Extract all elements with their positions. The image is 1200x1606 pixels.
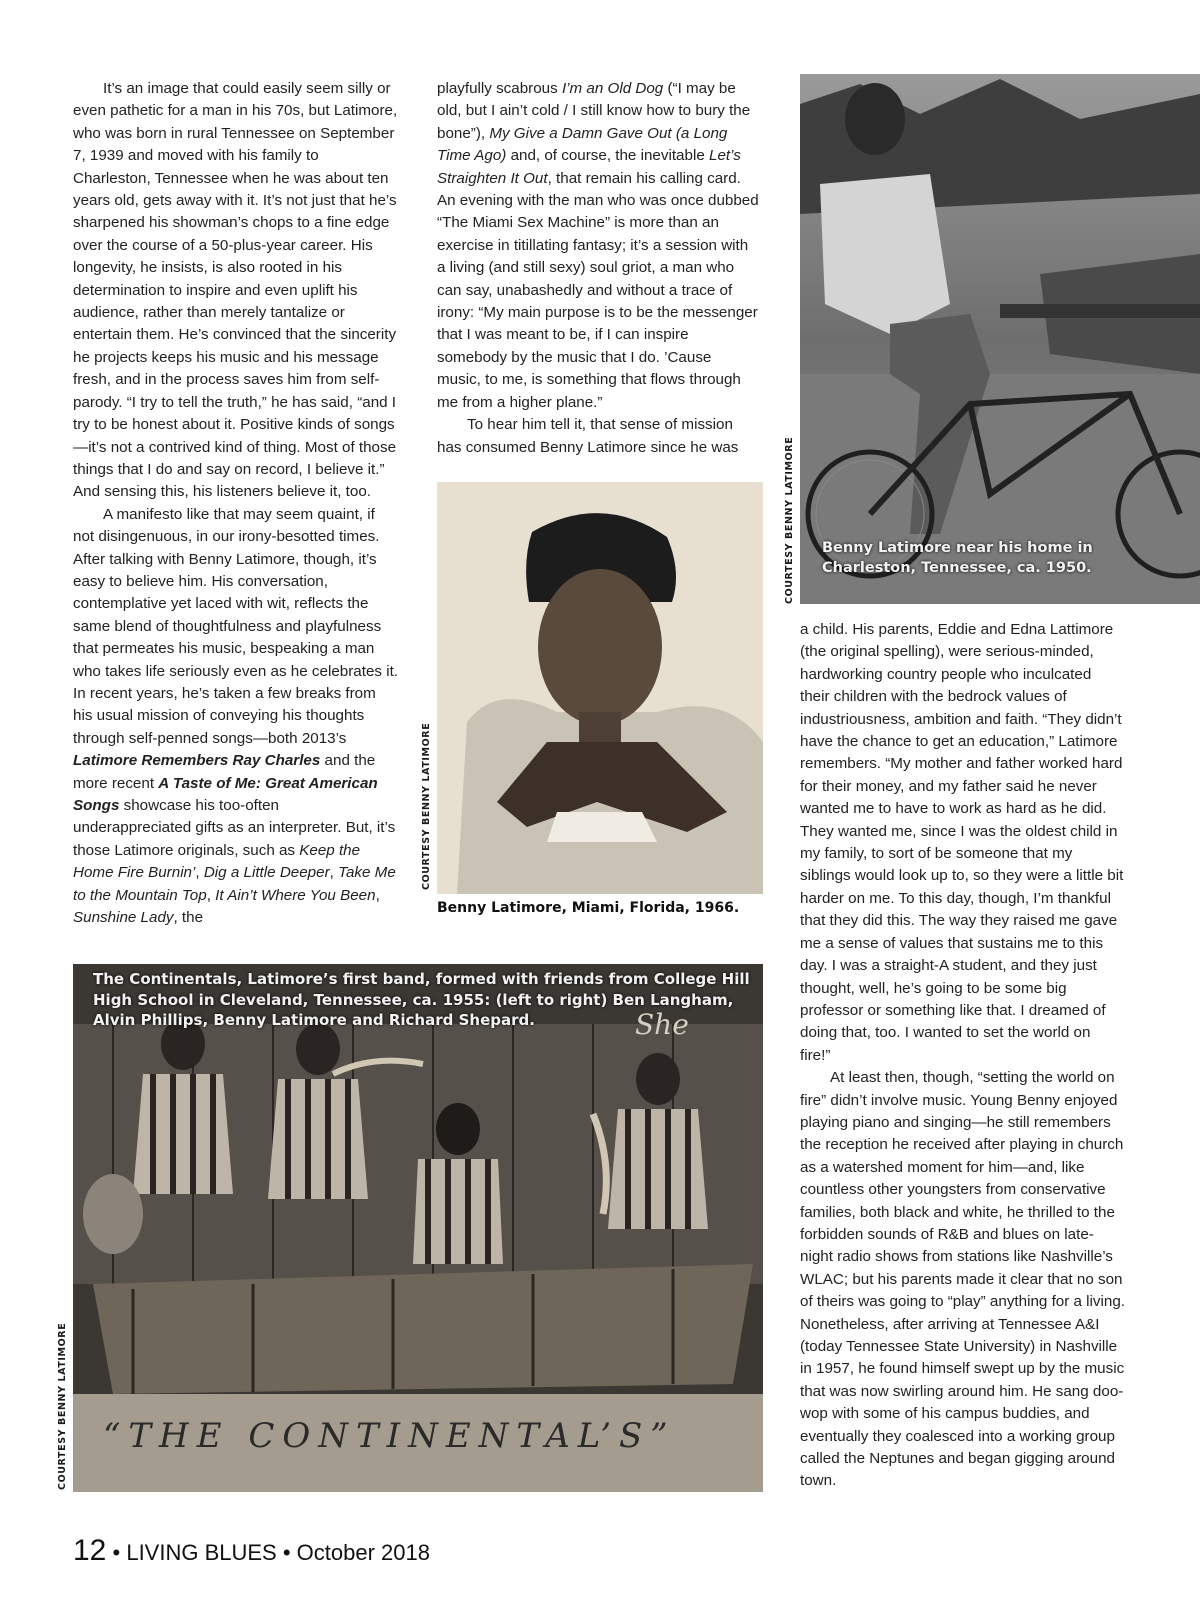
paragraph: a child. His parents, Eddie and Edna Lattimore (the original spelling), were serious-minded, hardworking country people who inculcated their children with the bedrock values of industriousness, ambition and faith. “They didn’t have the chance to get an education,” Latimore remembers. “My mother and father worked hard for their money, and my father said he never wanted me to have to work as hard as he did. They wanted me, since I was the oldest child in my family, to sort of be someone that my siblings would look up to, so they were a little bit harder on me. To this day, though, I’m thankful that they did this. The way they raised me gave me a sense of values that sustains me to this day. I was a straight-A student, and they just thought, well, he’s going to be some big professor or something like that. I dreamed of doing that, too. I wanted to set the world on fire!” [800,621,1124,1064]
song-title: Sunshine Lady [73,909,174,927]
photo-bicycle-illustration [800,74,1200,604]
issue-date: October 2018 [296,1540,430,1565]
paragraph [437,78,759,414]
album-title: A Taste of Me: Great American Songs [73,774,378,814]
song-title: It Ain’t Where You Been [215,886,376,904]
footer-bullet: • [282,1540,291,1565]
song-title: Keep the Home Fire Burnin’ [73,841,361,882]
article-column-middle [437,78,759,459]
paragraph [73,504,399,930]
text-span: , [375,886,380,904]
album-title: Latimore Remembers Ray Charles [73,752,321,770]
photo-band-caption [93,969,753,1031]
caption-line: Charleston, Tennessee, ca. 1950. [822,560,1092,576]
photo-bicycle [800,74,1200,604]
text-span: A manifesto like that may seem quaint, if not disingenuous, in our irony-besotted times. After talking with Benny Latimore, though, it’s easy to believe him. His conversation, contemplative yet laced with wit, reflects the same blend of thoughtfulness and playfulness that permeates his music, bespeaking a man who takes life seriously even as he celebrates it. In recent years, he’s taken a few breaks from his usual mission of conveying his thoughts through self-penned songs—both 2013’s [73,505,399,747]
song-title: I’m an Old Dog [561,80,664,97]
photo-bicycle-caption [822,538,1182,578]
photo-portrait-credit: COURTESY BENNY LATIMORE [421,722,432,890]
song-title: My Give a Damn Gave Out (a Long Time Ago) [437,124,728,165]
song-title: Let’s Straighten It Out [437,147,741,187]
paragraph: To hear him tell it, that sense of mission has consumed Benny Latimore since he was [437,416,739,456]
song-title: Dig a Little Deeper [203,864,330,882]
caption-line: Benny Latimore near his home in [822,540,1093,556]
text-span: and, of course, the inevitable [506,147,709,165]
text-span: , [206,886,216,904]
article-column-right [800,619,1125,1493]
caption-line: Alvin Phillips, Benny Latimore and Richard Shepard. [93,1011,535,1029]
text-span: playfully scabrous [437,80,562,97]
text-span: (“I may be old, but I ain’t cold / I still know how to bury the bone”), [437,80,751,142]
photo-bicycle-credit: COURTESY BENNY LATIMORE [784,436,795,604]
paragraph: It’s an image that could easily seem silly or even pathetic for a man in his 70s, but Latimore, who was born in rural Tennessee on September 7, 1939 and moved with his family to Charleston, Tennessee when he was about ten years old, gets away with it. It’s not just that he’s sharpened his showman’s chops to a fine edge over the course of a 50-plus-year career. His longevity, he insists, is also rooted in his determination to inspire and even uplift his audience, rather than merely tantalize or entertain them. He’s convinced that the sincerity he projects keeps his music and his message fresh, and in the process saves him from self-parody. “I try to tell the truth,” he has said, “and I try to be honest about it. Positive kinds of songs—it’s not a contrived kind of thing. Most of those things that I do and say on record, I believe it.” And sensing this, his listeners believe it, too. [73,80,398,501]
text-span: , that remain his calling card. An evening with the man who was once dubbed “The Miami Sex Machine” is more than an exercise in titillating fantasy; it’s a session with a living (and still sexy) soul griot, a man who can say, unabashedly and without a trace of irony: “My main purpose is to be the messenger that I was meant to be, if I can inspire somebody by the music that I do. ’Cause music, to me, is something that flows through me from a higher plane.” [437,169,759,411]
text-span: , [329,864,339,882]
text-span: and the more recent [73,752,376,792]
footer-bullet: • [112,1540,121,1565]
article-column-left [73,78,399,929]
text-span: showcase his too-often underappreciated gifts as an interpreter. But, it’s those Latimore originals, such as [73,797,396,859]
photo-portrait-caption: Benny Latimore, Miami, Florida, 1966. [437,900,740,916]
text-span: , [195,864,204,882]
photo-portrait-illustration [437,482,763,894]
magazine-name: LIVING BLUES [126,1540,277,1565]
photo-band [73,964,763,1492]
photo-portrait [437,482,763,894]
caption-line: High School in Cleveland, Tennessee, ca. 1955: (left to right) Ben Langham, [93,990,734,1009]
paragraph: At least then, though, “setting the world on fire” didn’t involve music. Young Benny enjoyed playing piano and singing—he still remembers the reception he received after playing in church as a watershed moment for him—and, like countless other youngsters from conservative families, both black and white, he thrilled to the forbidden sounds of R&B and blues on late-night radio shows from stations like Nashville’s WLAC; but his parents made it clear that no son of theirs was going to “play” anything for a living. Nonetheless, after arriving at Tennessee A&I (today Tennessee State University) in Nashville in 1957, he found himself swept up by the music that was now swirling around him. He sang doo-wop with some of his campus buddies, and eventually they coalesced into a working group called the Neptunes and began gigging around town. [800,1069,1126,1490]
page-number: 12 [73,1534,107,1567]
text-span: , the [173,909,204,927]
page-footer [73,1534,430,1568]
photo-band-illustration [73,964,763,1492]
photo-band-credit: COURTESY BENNY LATIMORE [57,1322,68,1490]
caption-line: The Continentals, Latimore’s first band, formed with friends from College Hill [93,970,750,988]
stage-sign-text: “THE CONTINENTAL’S” [103,1416,676,1456]
stage-sign-corner-text: She [635,1008,689,1041]
song-title: Take Me to the Mountain Top [73,864,396,904]
